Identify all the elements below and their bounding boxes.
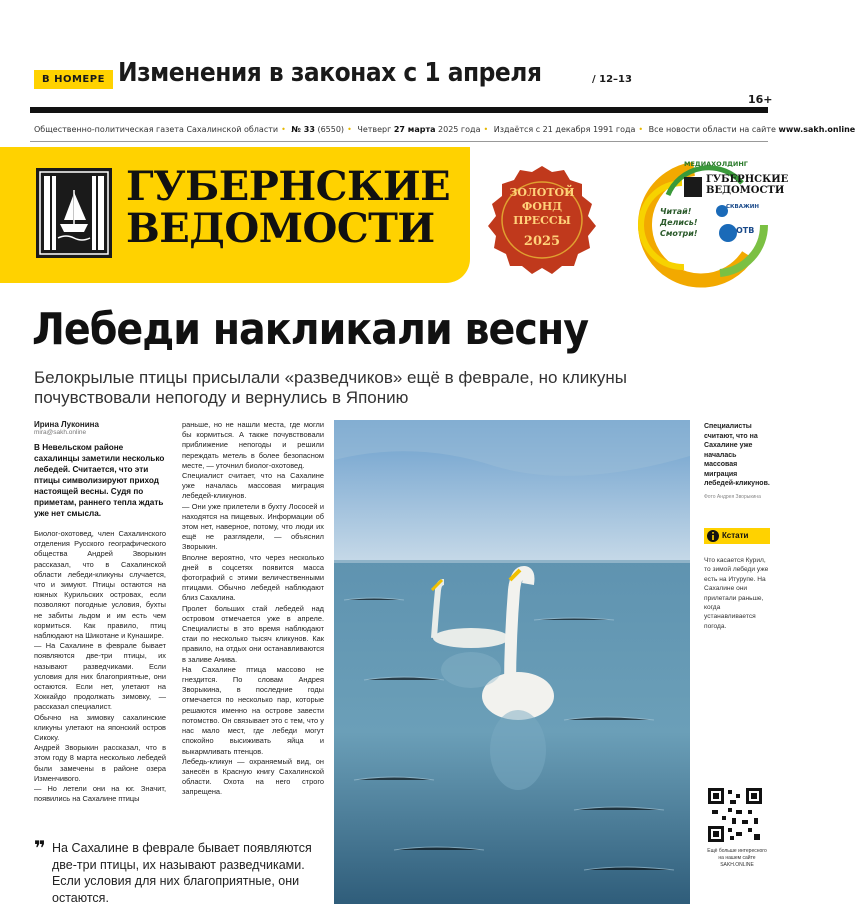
col1-paragraph: — На Сахалине в феврале бывает появляются две-три птицы, их называют разведчиками. Если условия для них благоприятные, они остаются. Если нет, улетают на Хоккайдо продолжать зимовку, — рассказал специалист. xyxy=(34,641,166,712)
info-issue: № 33 xyxy=(291,125,315,134)
col2-paragraph: — Они уже прилетели в бухту Лососей и находятся на пищевых. Информации об этом нет, наверное, потому, что люди их ещё не разглядели, — объяснил Зворыкин. xyxy=(182,501,324,552)
seal-line2: ФОНД xyxy=(521,200,563,213)
col2-paragraph: Специалист считает, что на Сахалине уже началась массовая миграция лебедей-кликунов. xyxy=(182,471,324,501)
col1-paragraph: Андрей Зворыкин рассказал, что в этом году 8 марта несколько лебедей были замечены в районе озера Изменчивого. xyxy=(34,743,166,783)
teaser-title[interactable]: Изменения в законах с 1 апреля xyxy=(118,58,542,88)
seal-year: 2025 xyxy=(523,234,561,249)
info-site[interactable]: www.sakh.online xyxy=(778,125,855,134)
col2-paragraph: Вполне вероятно, что через несколько дней в соцсетях появится масса фотографий с этими величественными птицами. Обычно лебедей наблюдают близ Сахалина. xyxy=(182,552,324,603)
media-holding-slogan xyxy=(660,206,698,239)
media-holding-name-line1: ГУБЕРНСКИЕ xyxy=(706,174,789,185)
top-rule xyxy=(30,107,768,113)
info-line: Общественно-политическая газета Сахалинской области • № 33 (6550) • Четверг 27 марта 2025 года • Издаётся с 21 декабря 1991 года • Все новости области на сайте www.sakh.online xyxy=(34,125,855,134)
photo-caption: Специалисты считают, что на Сахалине уже началась массовая миграция лебедей-кликунов. xyxy=(704,423,770,487)
info-year: 2025 года xyxy=(438,125,481,134)
info-date-prefix: Четверг xyxy=(357,125,392,134)
slogan-read: Читай! xyxy=(660,207,692,216)
seal-text xyxy=(480,186,604,228)
article-lead: В Невельском районе сахалинцы заметили несколько лебедей. Считается, что эти птицы символизируют приход настоящей весны. Судя по приметам, раннего тепла ждать уже нет смысла. xyxy=(34,443,165,518)
info-date: 27 марта xyxy=(393,125,436,134)
ship-emblem-logo xyxy=(36,168,112,258)
seal-line3: ПРЕССЫ xyxy=(513,214,571,227)
col2-paragraph: Пролет больших стай лебедей над островом отмечается уже в апреле. Специалисты в это время наблюдают стаи по несколько тысяч кликунов. Как правило, на отдых они останавливаются в заливе Анива. xyxy=(182,603,324,664)
masthead-title xyxy=(126,163,451,252)
slogan-share: Делись! xyxy=(660,218,698,227)
qr-caption: Ещё больше интересного на нашем сайте SAKH.ONLINE xyxy=(707,848,767,868)
col2-paragraph: На Сахалине птица массово не гнездится. По словам Андрея Зворыкина, в последние годы отмечается по несколько пар, которые решаются именно на острове завести потомство. Он связывает это с тем, что у нас мало мест, где лебеди могут спокойно высиживать яйца и выкармливать птенцов. xyxy=(182,664,324,756)
article-column-2 xyxy=(182,420,324,798)
info-rule xyxy=(30,141,768,142)
author-name: Ирина Луконина xyxy=(34,420,99,429)
col2-paragraph: раньше, но не нашли места, где могли бы кормиться. А также почувствовали приближение непогоды и решили переждать метель в более безопасном месте, — уточнил биолог-охотовед. xyxy=(182,420,324,470)
age-rating: 16+ xyxy=(748,93,773,106)
col1-paragraph: Биолог-охотовед, член Сахалинского отделения Русского географического общества Андрей Зворыкин рассказал, что в Сахалинской области лебеди-кликуны случается, что и зимуют. Птицы остаются на южных Курильских островах, если позволяют погодные условия, бухты не забиты льдом и им есть чем кормиться. Как правило, птиц наблюдают на Шикотане и Кунашире. xyxy=(34,529,166,641)
masthead-line2: ВЕДОМОСТИ xyxy=(126,205,435,252)
col1-paragraph: — Но летели они на юг. Значит, появились на Сахалине птицы xyxy=(34,784,166,804)
article-headline[interactable]: Лебеди накликали весну xyxy=(32,304,588,355)
teaser-pages: / 12–13 xyxy=(592,74,632,85)
qr-code-icon[interactable] xyxy=(708,788,762,842)
media-holding-otv: ОТВ xyxy=(736,226,755,235)
seal-line1: ЗОЛОТОЙ xyxy=(509,186,575,199)
pull-quote: На Сахалине в феврале бывает появляются две-три птицы, их называют разведчиками. Если условия для них благоприятные, они остаются. xyxy=(52,841,312,905)
kstati-text: Что касается Курил, то зимой лебеди уже есть на Итурупе. На Сахалине они прилетали раньше, когда устанавливается погода. xyxy=(704,557,769,630)
photo-credit: Фото Андрея Зворыкина xyxy=(704,494,761,500)
teaser-tag: В НОМЕРЕ xyxy=(34,70,113,89)
col2-paragraph: Лебедь-кликун — охраняемый вид, он занесён в Красную книгу Сахалинской области. Охота на него строго запрещена. xyxy=(182,756,324,797)
article-column-1 xyxy=(34,420,166,804)
media-holding-name-line2: ВЕДОМОСТИ xyxy=(706,185,785,196)
author-email: mira@sakh.online xyxy=(34,429,87,436)
media-holding-name xyxy=(706,174,788,196)
article-subhead: Белокрылые птицы присылали «разведчиков» ещё в феврале, но кликуны почувствовали непогоду и вернулись в Японию xyxy=(34,368,627,407)
media-holding-askr: СКВАЖИН xyxy=(726,204,759,210)
info-news: Все новости области на сайте xyxy=(648,125,776,134)
swans-photo[interactable] xyxy=(334,420,690,904)
info-icon xyxy=(706,529,720,543)
media-holding-label: МЕДИАХОЛДИНГ xyxy=(684,160,748,168)
slogan-watch: Смотри! xyxy=(660,229,698,238)
quote-mark-icon: ❞ xyxy=(34,836,46,860)
masthead-line1: ГУБЕРНСКИЕ xyxy=(126,163,451,210)
kstati-label: Кстати xyxy=(722,531,749,540)
info-issue-total: (6550) xyxy=(317,125,345,134)
info-since: Издаётся с 21 декабря 1991 года xyxy=(493,125,636,134)
info-description: Общественно-политическая газета Сахалинской области xyxy=(34,125,279,134)
col1-paragraph: Обычно на зимовку сахалинские кликуны улетают на японский остров Сикоку. xyxy=(34,712,166,743)
